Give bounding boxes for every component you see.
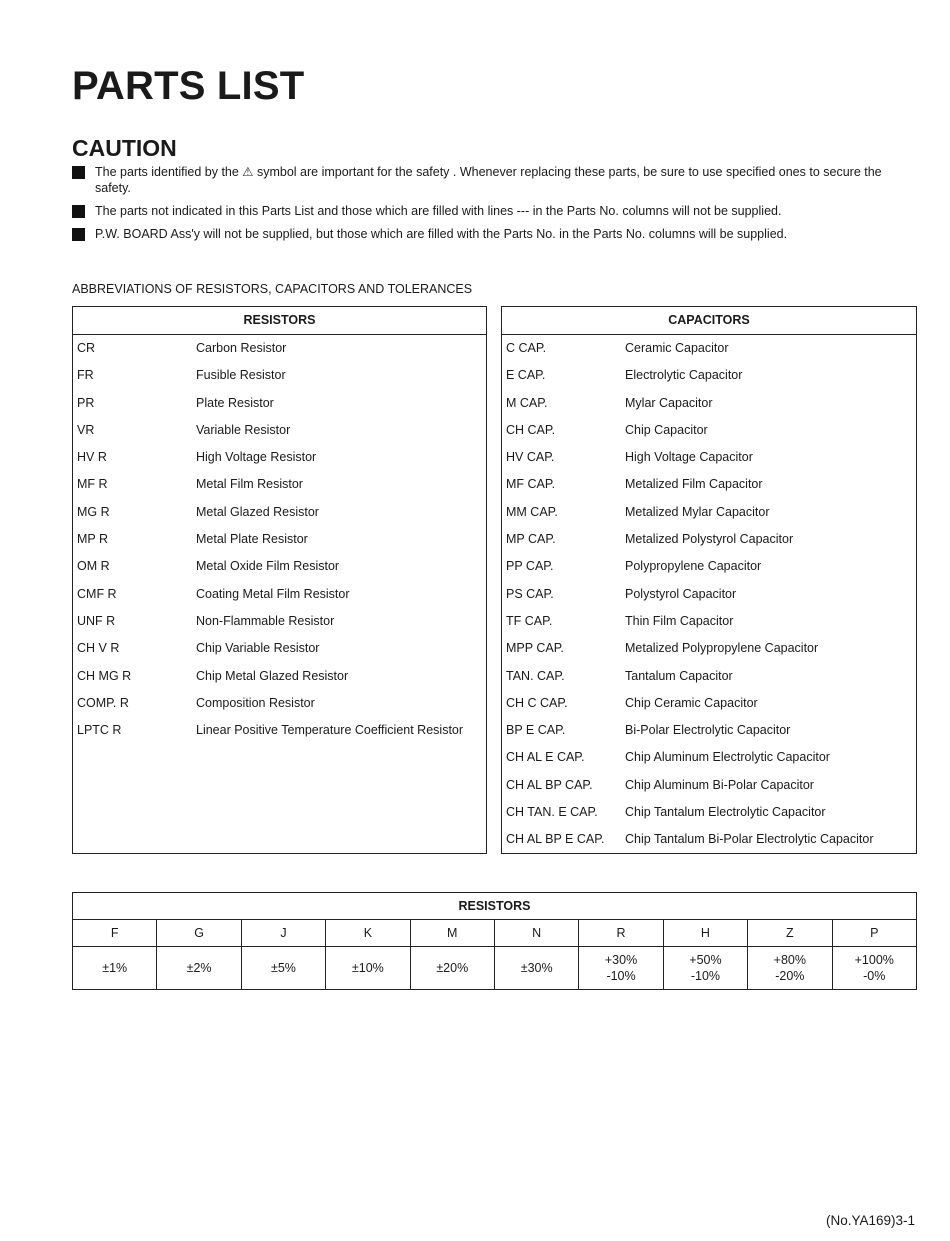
tolerance-value-line: ±1%: [102, 961, 128, 975]
tolerance-value-line: -10%: [606, 969, 636, 983]
table-row: [502, 335, 916, 362]
table-row: [73, 471, 486, 498]
table-row: [502, 772, 916, 799]
abbreviation-code: OM R: [77, 559, 110, 574]
table-row: [73, 444, 486, 471]
tolerance-value-line: +80%: [773, 953, 806, 967]
table-row: [502, 417, 916, 444]
abbreviation-description: Metal Oxide Film Resistor: [196, 559, 340, 574]
tolerance-value: [748, 947, 832, 990]
tolerance-value-line: -0%: [863, 969, 886, 983]
table-row: [73, 635, 486, 662]
abbreviation-description: Metalized Polypropylene Capacitor: [625, 641, 819, 656]
abbreviation-code: CH AL BP E CAP.: [506, 832, 605, 847]
abbreviation-code: CR: [77, 341, 96, 355]
table-row: [502, 608, 916, 635]
tolerance-code: H: [663, 920, 747, 947]
table-row: [502, 553, 916, 580]
abbreviation-description: Chip Metal Glazed Resistor: [196, 668, 349, 683]
tolerance-code: K: [326, 920, 410, 947]
abbreviation-description: Chip Tantalum Bi-Polar Electrolytic Capacitor: [625, 832, 874, 847]
caution-list: [72, 164, 912, 249]
resistors-table-header: RESISTORS: [73, 307, 486, 335]
abbreviation-code: CH V R: [77, 641, 120, 656]
abbreviation-code: E CAP.: [506, 368, 546, 383]
tolerance-code: R: [579, 920, 663, 947]
table-row: [73, 526, 486, 553]
abbreviation-description: Metal Plate Resistor: [196, 532, 308, 547]
tolerance-value: [326, 947, 410, 990]
abbreviation-description: Fusible Resistor: [196, 368, 286, 383]
tolerance-code: P: [832, 920, 916, 947]
abbreviation-description: Chip Aluminum Bi-Polar Capacitor: [625, 777, 814, 792]
abbreviation-description: Metalized Polystyrol Capacitor: [625, 532, 794, 547]
abbreviation-description: Chip Ceramic Capacitor: [625, 695, 758, 710]
tolerance-value: [832, 947, 916, 990]
table-row: [502, 717, 916, 744]
tolerance-value-line: -10%: [690, 969, 721, 983]
tolerance-code: G: [157, 920, 241, 947]
tolerance-code: Z: [748, 920, 832, 947]
abbreviation-description: Composition Resistor: [196, 695, 315, 710]
tolerance-value-line: ±5%: [271, 961, 296, 975]
table-row: [73, 581, 486, 608]
abbreviation-code: PR: [77, 395, 95, 410]
square-bullet-icon: [72, 205, 85, 218]
abbreviations-heading: ABBREVIATIONS OF RESISTORS, CAPACITORS AND TOLERANCES: [72, 282, 473, 296]
table-row: [502, 499, 916, 526]
tolerance-value: [410, 947, 494, 990]
abbreviation-code: CMF R: [77, 586, 117, 601]
tolerance-value-line: ±30%: [520, 961, 553, 975]
abbreviation-code: PP CAP.: [506, 559, 554, 574]
table-row: [502, 471, 916, 498]
tolerance-value-line: ±20%: [436, 961, 469, 975]
tolerance-value-row: [73, 947, 917, 990]
abbreviation-code: MM CAP.: [506, 504, 558, 519]
tolerance-value-line: ±10%: [351, 961, 384, 975]
abbreviation-description: Mylar Capacitor: [625, 395, 713, 410]
tolerance-code: F: [73, 920, 157, 947]
abbreviation-code: MP R: [77, 532, 109, 547]
abbreviation-code: PS CAP.: [506, 586, 554, 601]
abbreviation-code: HV CAP.: [506, 450, 555, 465]
table-row: [73, 362, 486, 389]
table-row: [502, 799, 916, 826]
abbreviation-description: Polystyrol Capacitor: [625, 586, 737, 601]
tolerance-code: N: [494, 920, 578, 947]
abbreviation-code: HV R: [77, 450, 107, 465]
abbreviation-code: LPTC R: [77, 723, 122, 738]
table-row: [73, 717, 486, 744]
tolerance-value: [73, 947, 157, 990]
table-row: [502, 390, 916, 417]
table-row: [502, 744, 916, 771]
abbreviation-description: Plate Resistor: [196, 395, 274, 410]
abbreviation-description: Chip Aluminum Electrolytic Capacitor: [625, 750, 830, 765]
tolerance-code: M: [410, 920, 494, 947]
table-row: [502, 690, 916, 717]
square-bullet-icon: [72, 228, 85, 241]
abbreviation-code: BP E CAP.: [506, 723, 566, 738]
tolerance-value-line: +50%: [689, 953, 722, 967]
capacitors-table-header: CAPACITORS: [502, 307, 916, 335]
caution-item-text: The parts not indicated in this Parts List and those which are filled with lines --- in the Parts No. columns will not be supplied.: [95, 204, 782, 218]
abbreviation-description: Metal Film Resistor: [196, 477, 303, 492]
abbreviation-code: MG R: [77, 504, 110, 519]
abbreviation-code: CH TAN. E CAP.: [506, 805, 598, 820]
tolerance-code: J: [241, 920, 325, 947]
table-row: [502, 581, 916, 608]
tolerance-value-line: +100%: [854, 953, 894, 967]
abbreviation-description: Metalized Mylar Capacitor: [625, 504, 770, 519]
tolerance-value-line: +30%: [604, 953, 638, 967]
abbreviation-description: Bi-Polar Electrolytic Capacitor: [625, 723, 791, 738]
resistors-table: [72, 306, 487, 854]
abbreviation-code: MF CAP.: [506, 477, 556, 492]
caution-item-text: The parts identified by the ⚠ symbol are important for the safety . Whenever replacing these parts, be sure to use specified ones to secure the safety.: [95, 165, 882, 195]
abbreviation-description: Coating Metal Film Resistor: [196, 586, 350, 601]
caution-item: [72, 164, 912, 196]
table-row: [73, 553, 486, 580]
abbreviation-description: Linear Positive Temperature Coefficient Resistor: [196, 723, 464, 738]
abbreviation-code: C CAP.: [506, 341, 547, 355]
abbreviation-description: Metal Glazed Resistor: [196, 504, 319, 519]
abbreviation-code: MPP CAP.: [506, 641, 564, 656]
abbreviation-description: Thin Film Capacitor: [625, 613, 734, 628]
tolerance-value-line: ±2%: [186, 961, 212, 975]
tolerance-code-row: [73, 920, 917, 947]
square-bullet-icon: [72, 166, 85, 179]
abbreviation-code: UNF R: [77, 613, 116, 628]
caution-item-text: P.W. BOARD Ass'y will not be supplied, but those which are filled with the Parts No. in the Parts No. columns will be supplied.: [95, 227, 788, 241]
abbreviation-description: Chip Capacitor: [625, 422, 708, 437]
caution-heading: CAUTION: [72, 135, 177, 161]
abbreviation-code: CH AL BP CAP.: [506, 777, 593, 792]
tolerance-value-line: -20%: [775, 969, 805, 983]
tolerance-value: [663, 947, 747, 990]
capacitors-table: [501, 306, 917, 854]
tolerance-table-header: RESISTORS: [73, 893, 917, 920]
abbreviation-code: M CAP.: [506, 395, 548, 410]
tolerance-value: [157, 947, 241, 990]
table-row: [502, 526, 916, 553]
abbreviation-description: Metalized Film Capacitor: [625, 477, 763, 492]
abbreviation-description: Carbon Resistor: [196, 341, 287, 355]
table-row: [73, 499, 486, 526]
abbreviation-description: Chip Variable Resistor: [196, 641, 320, 656]
abbreviation-description: Polypropylene Capacitor: [625, 559, 762, 574]
abbreviation-description: High Voltage Resistor: [196, 450, 317, 465]
table-row: [73, 335, 486, 362]
table-row: [73, 663, 486, 690]
table-row: [73, 417, 486, 444]
tolerance-table: [72, 892, 917, 990]
table-row: [502, 826, 916, 853]
caution-item: [72, 203, 912, 219]
tolerance-value: [579, 947, 663, 990]
table-row: [502, 663, 916, 690]
abbreviation-description: Electrolytic Capacitor: [625, 368, 743, 383]
abbreviation-code: MF R: [77, 477, 108, 492]
abbreviation-code: CH AL E CAP.: [506, 750, 585, 765]
caution-item: [72, 226, 912, 242]
table-row: [502, 444, 916, 471]
abbreviation-description: Ceramic Capacitor: [625, 341, 729, 355]
abbreviation-code: CH CAP.: [506, 422, 556, 437]
abbreviation-code: VR: [77, 422, 95, 437]
table-row: [502, 635, 916, 662]
page-title: PARTS LIST: [72, 64, 305, 108]
abbreviation-description: High Voltage Capacitor: [625, 450, 753, 465]
resistors-table-body: [73, 335, 486, 744]
abbreviation-code: CH C CAP.: [506, 695, 568, 710]
document-number: (No.YA169)3-1: [825, 1213, 915, 1228]
table-row: [502, 362, 916, 389]
abbreviation-code: CH MG R: [77, 668, 132, 683]
tolerance-value: [241, 947, 325, 990]
abbreviation-code: COMP. R: [77, 695, 129, 710]
table-row: [73, 390, 486, 417]
abbreviation-code: TAN. CAP.: [506, 668, 565, 683]
abbreviation-code: MP CAP.: [506, 532, 556, 547]
table-row: [73, 690, 486, 717]
abbreviation-description: Non-Flammable Resistor: [196, 613, 335, 628]
capacitors-table-body: [502, 335, 916, 854]
abbreviation-description: Tantalum Capacitor: [625, 668, 733, 683]
tolerance-value: [494, 947, 578, 990]
abbreviation-description: Variable Resistor: [196, 422, 291, 437]
abbreviation-description: Chip Tantalum Electrolytic Capacitor: [625, 805, 826, 820]
table-row: [73, 608, 486, 635]
abbreviation-code: TF CAP.: [506, 613, 553, 628]
abbreviation-code: FR: [77, 368, 94, 383]
